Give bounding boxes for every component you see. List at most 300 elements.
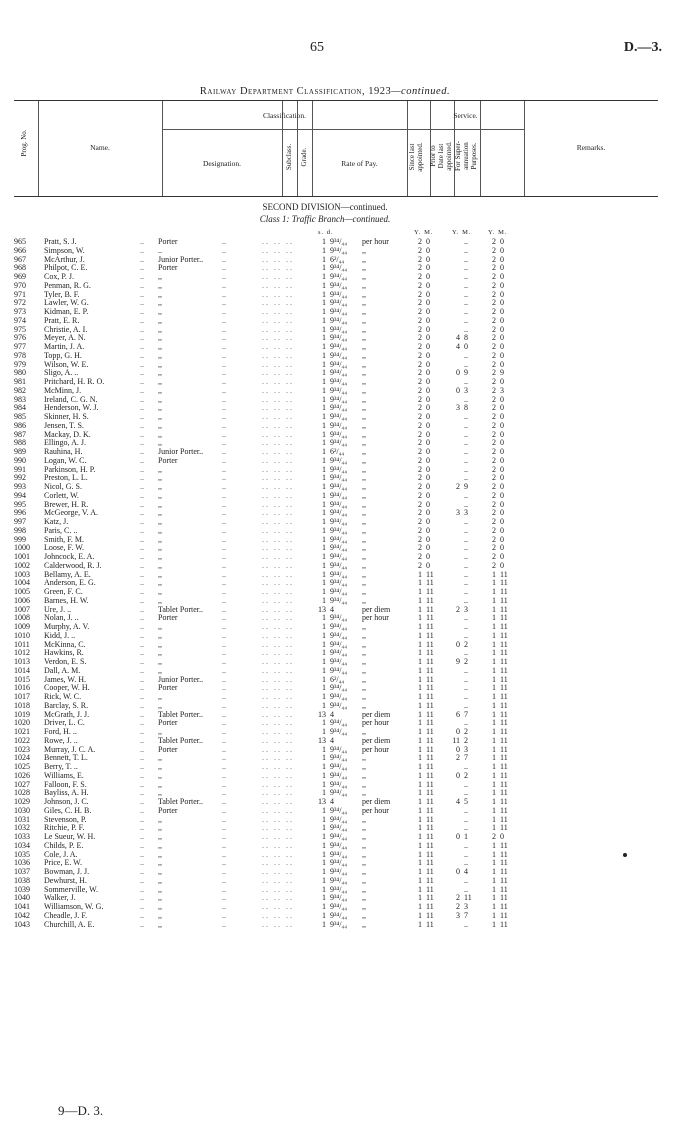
since-years: 2: [418, 464, 422, 474]
prior-months: ..: [464, 455, 468, 465]
employee-name: Nicol, G. S.: [44, 483, 82, 491]
leader-dots: ..: [140, 394, 144, 404]
rate-pence: 9³⁴/₄₄: [330, 307, 347, 316]
super-months: 0: [500, 455, 504, 465]
prior-months: 7: [464, 910, 468, 920]
leader-dots: ..: [222, 455, 226, 465]
employee-name: Meyer, A. N.: [44, 334, 86, 343]
table-row: [0, 562, 700, 571]
table-row: [0, 903, 700, 912]
employee-name: Kidman, E. P.: [44, 308, 89, 316]
rate-pence: 9³⁴/₄₄: [330, 438, 347, 448]
since-years: 1: [418, 893, 422, 903]
prog-no: 1020: [14, 718, 30, 728]
leader-dots: ..: [140, 438, 144, 448]
prog-no: 1035: [14, 849, 30, 859]
leader-dots: ..: [222, 893, 226, 903]
leader-dots: ..: [140, 779, 144, 789]
designation: ,,: [158, 693, 162, 701]
designation: Porter: [158, 238, 178, 246]
since-months: 11: [426, 849, 434, 859]
leader-dots: ..: [140, 875, 144, 885]
employee-name: Anderson, E. G.: [44, 579, 96, 588]
designation: ,,: [158, 491, 162, 500]
prog-no: 982: [14, 385, 26, 395]
employee-name: Skinner, H. S.: [44, 413, 89, 421]
since-years: 2: [418, 280, 422, 290]
super-months: 11: [500, 613, 508, 623]
leader-dots: .. .. ..: [262, 587, 294, 596]
leader-dots: ..: [222, 464, 226, 474]
leader-dots: .. .. ..: [262, 770, 294, 780]
rate-pence: 9³⁴/₄₄: [330, 718, 347, 728]
since-months: 0: [426, 517, 430, 526]
employee-name: Murphy, A. V.: [44, 623, 90, 631]
rate-pence: 9³⁴/₄₄: [330, 359, 347, 369]
rate-unit: ,,: [362, 368, 366, 378]
designation: ,,: [158, 789, 162, 798]
rate-pence: 9³⁴/₄₄: [330, 350, 347, 360]
prior-months: ..: [464, 377, 468, 386]
since-years: 1: [418, 727, 422, 736]
prior-months: ..: [464, 350, 468, 360]
prog-no: 1018: [14, 700, 30, 710]
leader-dots: .. .. ..: [262, 438, 294, 448]
rate-pence: 9³⁴/₄₄: [330, 245, 347, 255]
leader-dots: ..: [140, 412, 144, 421]
rate-pence: 9³⁴/₄₄: [330, 805, 347, 815]
leader-dots: .. .. ..: [262, 482, 294, 491]
rate-pence: 9³⁴/₄₄: [330, 762, 347, 771]
rate-pence: 9³⁴/₄₄: [330, 875, 347, 885]
rate-pence: 9³⁴/₄₄: [330, 823, 347, 833]
super-months: 11: [500, 910, 508, 920]
designation: ,,: [158, 299, 162, 308]
rate-unit: ,,: [362, 814, 366, 824]
since-months: 0: [426, 499, 430, 509]
unit-ym-super: Y. M.: [488, 229, 508, 236]
super-years: 2: [492, 499, 496, 509]
rate-shillings: 1: [322, 508, 326, 518]
table-row: [0, 614, 700, 623]
prior-years: 0: [456, 832, 460, 841]
table-row: [0, 719, 700, 728]
super-months: 0: [500, 403, 504, 413]
table-row: [0, 859, 700, 868]
super-months: 11: [500, 735, 508, 745]
leader-dots: .. .. ..: [262, 534, 294, 544]
rate-unit: ,,: [362, 727, 366, 736]
since-years: 2: [418, 508, 422, 518]
rate-unit: ,,: [362, 534, 366, 544]
designation: ,,: [158, 290, 162, 299]
leader-dots: ..: [140, 840, 144, 850]
table-row: [0, 352, 700, 361]
since-months: 0: [426, 280, 430, 290]
super-months: 0: [500, 245, 504, 255]
leader-dots: ..: [140, 630, 144, 640]
designation: ,,: [158, 404, 162, 413]
employee-name: Price, E. W.: [44, 859, 82, 868]
prior-years: 2: [456, 604, 460, 614]
employee-name: Cox, P. J.: [44, 273, 75, 281]
designation: ,,: [158, 509, 162, 518]
header-designation: Designation.: [202, 159, 242, 168]
table-row: [0, 754, 700, 763]
super-months: 0: [500, 490, 504, 500]
super-months: 11: [500, 674, 508, 684]
rate-pence: 9³⁴/₄₄: [330, 508, 347, 518]
employee-name: Cole, J. A.: [44, 850, 78, 859]
rate-shillings: 1: [322, 560, 326, 570]
super-years: 2: [492, 272, 496, 281]
employee-name: Corlett, W.: [44, 491, 79, 500]
since-months: 11: [426, 604, 434, 614]
prog-no: 1021: [14, 727, 30, 736]
super-years: 1: [492, 683, 496, 693]
prior-months: ..: [464, 315, 468, 325]
table-row: [0, 361, 700, 370]
prog-no: 1008: [14, 613, 30, 623]
prog-no: 983: [14, 394, 26, 404]
prog-no: 992: [14, 473, 26, 483]
rate-pence: 9³⁴/₄₄: [330, 517, 347, 526]
table-row: [0, 842, 700, 851]
leader-dots: ..: [222, 788, 226, 798]
table-row: [0, 588, 700, 597]
leader-dots: ..: [140, 692, 144, 701]
designation: ,,: [158, 824, 162, 833]
prior-months: ..: [464, 307, 468, 316]
table-row: [0, 247, 700, 256]
leader-dots: ..: [140, 902, 144, 911]
rate-shillings: 1: [322, 919, 326, 929]
table-row: [0, 676, 700, 685]
prior-months: 9: [464, 482, 468, 491]
leader-dots: ..: [140, 490, 144, 500]
rate-shillings: 1: [322, 324, 326, 334]
leader-dots: .. .. ..: [262, 272, 294, 281]
leader-dots: ..: [140, 289, 144, 299]
since-months: 11: [426, 700, 434, 710]
rate-pence: 9³⁴/₄₄: [330, 595, 347, 605]
rate-pence: 4: [330, 735, 334, 745]
header-since-last-appointed: Since last appointed.: [408, 142, 424, 172]
since-years: 2: [418, 368, 422, 378]
leader-dots: ..: [140, 867, 144, 876]
leader-dots: .. .. ..: [262, 657, 294, 666]
since-months: 11: [426, 910, 434, 920]
since-years: 1: [418, 832, 422, 841]
prior-months: 2: [464, 727, 468, 736]
leader-dots: ..: [222, 840, 226, 850]
since-years: 1: [418, 919, 422, 929]
leader-dots: .. .. ..: [262, 692, 294, 701]
since-years: 2: [418, 473, 422, 483]
prog-no: 1006: [14, 595, 30, 605]
rate-pence: 9³⁴/₄₄: [330, 377, 347, 386]
since-months: 11: [426, 762, 434, 771]
employee-name: Pratt, E. R.: [44, 316, 80, 325]
since-years: 2: [418, 307, 422, 316]
leader-dots: ..: [140, 499, 144, 509]
designation: ,,: [158, 351, 162, 360]
rate-shillings: 1: [322, 525, 326, 535]
leader-dots: .. .. ..: [262, 727, 294, 736]
super-years: 2: [492, 254, 496, 264]
super-months: 0: [500, 315, 504, 325]
designation: ,,: [158, 369, 162, 378]
since-years: 2: [418, 350, 422, 360]
leader-dots: .. .. ..: [262, 884, 294, 894]
leader-dots: ..: [222, 622, 226, 631]
employee-name: Bellamy, A. E.: [44, 570, 91, 579]
designation: ,,: [158, 483, 162, 491]
leader-dots: ..: [140, 823, 144, 833]
leader-dots: ..: [140, 315, 144, 325]
since-months: 11: [426, 648, 434, 658]
prior-months: ..: [464, 412, 468, 421]
leader-dots: ..: [140, 350, 144, 360]
leader-dots: ..: [222, 919, 226, 929]
super-months: 11: [500, 648, 508, 658]
designation: ,,: [158, 518, 162, 526]
prior-years: 6: [456, 709, 460, 719]
rate-shillings: 1: [322, 552, 326, 561]
super-months: 0: [500, 517, 504, 526]
since-years: 1: [418, 753, 422, 763]
rate-pence: 9³⁴/₄₄: [330, 613, 347, 623]
rate-unit: ,,: [362, 595, 366, 605]
leader-dots: ..: [222, 744, 226, 754]
rate-pence: 9³⁴/₄₄: [330, 534, 347, 544]
employee-name: Johncock, E. A.: [44, 553, 95, 561]
designation: ,,: [158, 876, 162, 885]
prior-months: ..: [464, 762, 468, 771]
prior-months: ..: [464, 858, 468, 868]
since-years: 2: [418, 272, 422, 281]
designation: ,,: [158, 281, 162, 290]
super-years: 1: [492, 630, 496, 640]
super-months: 11: [500, 700, 508, 710]
rate-unit: per hour: [362, 237, 389, 246]
leader-dots: ..: [140, 237, 144, 246]
since-years: 2: [418, 289, 422, 299]
prog-no: 1005: [14, 587, 30, 596]
rate-shillings: 1: [322, 805, 326, 815]
since-years: 1: [418, 569, 422, 579]
table-row: [0, 833, 700, 842]
prog-no: 1016: [14, 683, 30, 693]
table-row: [0, 623, 700, 632]
rate-unit: ,,: [362, 385, 366, 395]
prior-months: ..: [464, 420, 468, 430]
leader-dots: .. .. ..: [262, 490, 294, 500]
since-years: 2: [418, 517, 422, 526]
table-row: [0, 369, 700, 378]
since-months: 11: [426, 613, 434, 623]
prog-no: 1037: [14, 867, 30, 876]
rate-unit: ,,: [362, 289, 366, 299]
super-months: 11: [500, 902, 508, 911]
rate-shillings: 1: [322, 307, 326, 316]
table-row: [0, 518, 700, 527]
employee-name: Logan, W. C.: [44, 456, 87, 465]
running-title-continued: —continued.: [391, 86, 451, 97]
leader-dots: .. .. ..: [262, 394, 294, 404]
table-row: [0, 334, 700, 343]
since-years: 2: [418, 333, 422, 343]
prior-months: 7: [464, 753, 468, 763]
rate-pence: 9³⁴/₄₄: [330, 569, 347, 579]
super-years: 1: [492, 648, 496, 658]
prior-months: ..: [464, 473, 468, 483]
employee-name: Bennett, T. L.: [44, 754, 88, 763]
rate-unit: ,,: [362, 490, 366, 500]
prior-years: 2: [456, 482, 460, 491]
super-months: 0: [500, 272, 504, 281]
super-months: 11: [500, 587, 508, 596]
since-months: 11: [426, 840, 434, 850]
super-years: 1: [492, 875, 496, 885]
rate-unit: ,,: [362, 350, 366, 360]
designation: ,,: [158, 273, 162, 281]
leader-dots: ..: [140, 762, 144, 771]
leader-dots: ..: [140, 884, 144, 894]
designation: Tablet Porter..: [158, 798, 203, 806]
prior-years: 4: [456, 333, 460, 343]
employee-name: Ireland, C. G. N.: [44, 395, 98, 404]
leader-dots: .. .. ..: [262, 254, 294, 264]
rate-unit: ,,: [362, 683, 366, 693]
employee-name: Murray, J. C. A.: [44, 745, 96, 754]
since-months: 11: [426, 665, 434, 675]
employee-name: Wilson, W. E.: [44, 360, 89, 369]
since-years: 2: [418, 298, 422, 308]
leader-dots: ..: [222, 307, 226, 316]
leader-dots: ..: [140, 560, 144, 570]
prog-no: 965: [14, 237, 26, 246]
employee-name: Philpot, C. E.: [44, 264, 88, 273]
prior-months: ..: [464, 700, 468, 710]
super-years: 1: [492, 902, 496, 911]
rate-unit: ,,: [362, 315, 366, 325]
leader-dots: ..: [140, 604, 144, 614]
since-years: 2: [418, 525, 422, 535]
rate-shillings: 1: [322, 464, 326, 474]
since-years: 1: [418, 587, 422, 596]
leader-dots: ..: [140, 849, 144, 859]
leader-dots: ..: [140, 534, 144, 544]
rate-shillings: 1: [322, 875, 326, 885]
leader-dots: ..: [222, 359, 226, 369]
leader-dots: .. .. ..: [262, 315, 294, 325]
super-months: 11: [500, 840, 508, 850]
employee-name: Williamson, W. G.: [44, 903, 104, 911]
prior-months: ..: [464, 884, 468, 894]
leader-dots: .. .. ..: [262, 359, 294, 369]
since-months: 0: [426, 263, 430, 273]
super-years: 1: [492, 587, 496, 596]
rate-unit: ,,: [362, 473, 366, 483]
rate-unit: ,,: [362, 832, 366, 841]
leader-dots: ..: [222, 735, 226, 745]
leader-dots: ..: [140, 368, 144, 378]
header-name: Name.: [90, 143, 110, 152]
since-years: 1: [418, 709, 422, 719]
rate-pence: 9³⁴/₄₄: [330, 298, 347, 308]
prior-months: ..: [464, 237, 468, 246]
since-months: 11: [426, 814, 434, 824]
leader-dots: .. .. ..: [262, 814, 294, 824]
leader-dots: .. .. ..: [262, 700, 294, 710]
designation: ,,: [158, 640, 162, 649]
leader-dots: ..: [222, 534, 226, 544]
rate-shillings: 1: [322, 727, 326, 736]
rate-unit: ,,: [362, 823, 366, 833]
leader-dots: ..: [140, 482, 144, 491]
rate-shillings: 1: [322, 744, 326, 754]
prog-no: 1026: [14, 770, 30, 780]
super-years: 2: [492, 298, 496, 308]
super-years: 1: [492, 665, 496, 675]
rate-shillings: 1: [322, 788, 326, 798]
leader-dots: .. .. ..: [262, 665, 294, 675]
rate-pence: 4: [330, 709, 334, 719]
prior-months: ..: [464, 254, 468, 264]
rate-pence: 9³⁴/₄₄: [330, 342, 347, 351]
super-months: 11: [500, 849, 508, 859]
leader-dots: .. .. ..: [262, 595, 294, 605]
super-years: 2: [492, 342, 496, 351]
rate-unit: ,,: [362, 762, 366, 771]
designation: ,,: [158, 841, 162, 850]
super-years: 1: [492, 797, 496, 806]
super-months: 0: [500, 429, 504, 439]
rate-shillings: 1: [322, 385, 326, 395]
designation: Porter: [158, 745, 178, 754]
rate-unit: ,,: [362, 657, 366, 666]
employee-name: Stevenson, P.: [44, 815, 87, 824]
designation: ,,: [158, 535, 162, 544]
prior-years: 2: [456, 902, 460, 911]
rate-shillings: 1: [322, 639, 326, 649]
header-superannuation: For Super- annuation Purposes.: [454, 141, 478, 171]
rate-shillings: 1: [322, 473, 326, 483]
rate-pence: 9³⁴/₄₄: [330, 464, 347, 474]
employee-name: Brewer, H. R.: [44, 500, 89, 509]
leader-dots: ..: [222, 770, 226, 780]
header-service: Service.: [453, 111, 478, 120]
rate-unit: ,,: [362, 840, 366, 850]
super-years: 2: [492, 543, 496, 553]
leader-dots: ..: [222, 394, 226, 404]
employee-name: Johnson, J. C.: [44, 798, 89, 806]
since-years: 2: [418, 543, 422, 553]
designation: ,,: [158, 570, 162, 579]
division-heading: SECOND DIVISION—continued.: [262, 202, 388, 212]
rate-shillings: 1: [322, 692, 326, 701]
leader-dots: .. .. ..: [262, 263, 294, 273]
employee-name: McKinna, C.: [44, 640, 86, 649]
leader-dots: ..: [140, 447, 144, 456]
rate-shillings: 1: [322, 298, 326, 308]
header-classification: Classification.: [262, 111, 307, 120]
since-months: 11: [426, 595, 434, 605]
leader-dots: ..: [140, 893, 144, 903]
table-row: [0, 291, 700, 300]
leader-dots: ..: [140, 403, 144, 413]
